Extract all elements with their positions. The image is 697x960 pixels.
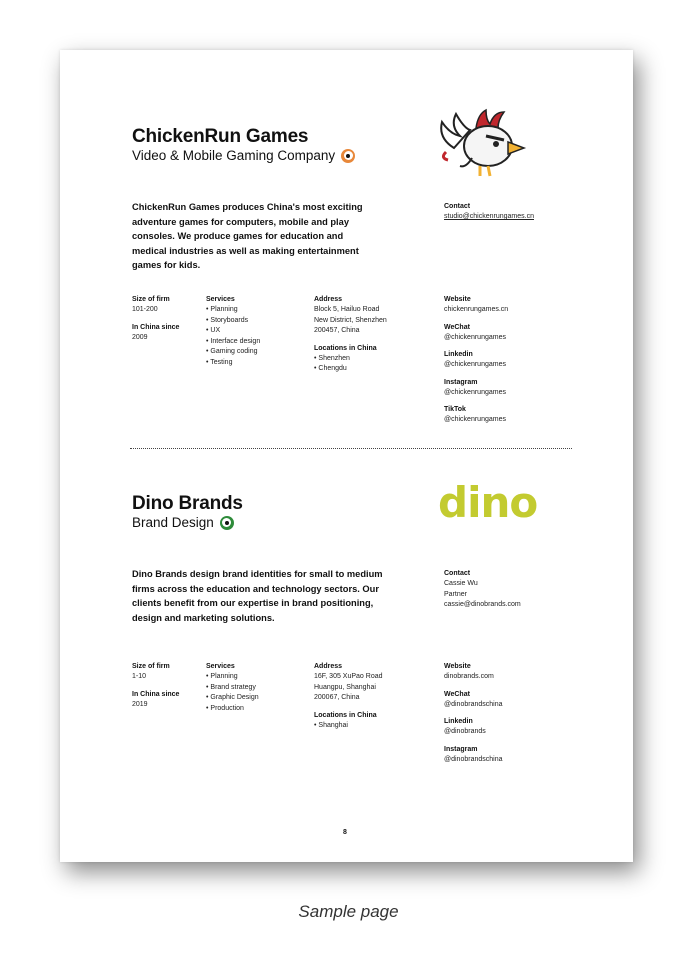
list-item: • Graphic Design [206, 693, 306, 704]
target-badge-icon [220, 516, 234, 530]
address-line: 16F, 305 XuPao Road [314, 673, 383, 680]
list-item: • Shanghai [314, 721, 424, 732]
linkedin-label: Linkedin [444, 351, 473, 358]
wechat-handle: @chickenrungames [444, 333, 506, 341]
company1-category [132, 148, 355, 163]
caption: Sample page [298, 902, 399, 921]
contact-email-link[interactable]: cassie@dinobrands.com [444, 601, 521, 608]
size-label: Size of firm [132, 296, 170, 303]
list-item: • Storyboards [206, 316, 306, 327]
company2-description: Dino Brands design brand identities for small to medium firms across the education and technology sectors. Our clients benefit from our expertise in brand positioning, design and marketing solutions. [132, 569, 383, 623]
company2-category-label: Brand Design [132, 515, 214, 530]
size-label: Size of firm [132, 663, 170, 670]
document-page [60, 50, 633, 862]
company1-size-block [132, 295, 202, 343]
chicken-logo-icon [436, 108, 528, 180]
services-label: Services [206, 663, 235, 670]
company1-address-block [314, 295, 424, 375]
company2-category [132, 515, 234, 530]
services-list [206, 672, 306, 714]
instagram-handle: @chickenrungames [444, 388, 506, 396]
company2-name: Dino Brands [132, 493, 243, 514]
address-line: Huangpu, Shanghai [314, 683, 376, 691]
contact-title: Partner [444, 590, 467, 598]
since-label: In China since [132, 323, 180, 331]
address-label: Address [314, 663, 343, 670]
address-label: Address [314, 296, 343, 303]
list-item: • UX [206, 326, 306, 337]
page-number: 8 [343, 829, 347, 836]
since-value: 2019 [132, 700, 148, 708]
services-list [206, 305, 306, 368]
size-value: 101-200 [132, 306, 158, 313]
linkedin-label: Linkedin [444, 718, 473, 725]
company2-address-block [314, 662, 424, 731]
website-label: Website [444, 663, 471, 670]
website-link[interactable]: chickenrungames.cn [444, 306, 509, 313]
locations-list [314, 721, 424, 732]
locations-list [314, 354, 424, 375]
target-badge-icon [341, 149, 355, 163]
since-value: 2009 [132, 333, 148, 341]
wechat-label: WeChat [444, 690, 470, 698]
list-item: • Brand strategy [206, 683, 306, 694]
tiktok-label: TikTok [444, 406, 466, 413]
contact-label: Contact [444, 570, 471, 577]
contact-name: Cassie Wu [444, 580, 478, 587]
list-item: • Testing [206, 358, 306, 369]
linkedin-handle: @chickenrungames [444, 361, 506, 368]
list-item: • Planning [206, 305, 306, 316]
company2-contact [444, 569, 521, 611]
list-item: • Shenzhen [314, 354, 424, 365]
company1-social-block [444, 295, 564, 426]
dino-logo: dino [438, 478, 538, 527]
wechat-label: WeChat [444, 323, 470, 331]
company2-size-block [132, 662, 202, 710]
company1-services-block [206, 295, 306, 368]
website-label: Website [444, 296, 471, 303]
services-label: Services [206, 296, 235, 303]
size-value: 1-10 [132, 673, 147, 680]
company2-social-block [444, 662, 564, 765]
address-line: 200457, China [314, 327, 360, 334]
company1-name: ChickenRun Games [132, 126, 309, 147]
since-label: In China since [132, 690, 180, 698]
instagram-handle: @dinobrandschina [444, 755, 503, 763]
section-divider [130, 448, 572, 449]
list-item: • Gaming coding [206, 347, 306, 358]
website-link[interactable]: dinobrands.com [444, 673, 494, 680]
contact-label: Contact [444, 203, 471, 210]
instagram-label: Instagram [444, 745, 478, 753]
company1-description: ChickenRun Games produces China's most exciting adventure games for computers, mobile and play consoles. We produce games for education and medical industries as well as making entertainment games for kids. [132, 202, 363, 270]
list-item: • Planning [206, 672, 306, 683]
list-item: • Chengdu [314, 364, 424, 375]
company1-contact [444, 202, 534, 223]
list-item: • Production [206, 704, 306, 715]
address-line: New District, Shenzhen [314, 316, 387, 324]
company2-services-block [206, 662, 306, 714]
locations-label: Locations in China [314, 344, 377, 352]
instagram-label: Instagram [444, 378, 478, 386]
linkedin-handle: @dinobrands [444, 728, 486, 735]
address-line: 200067, China [314, 694, 360, 701]
company1-category-label: Video & Mobile Gaming Company [132, 148, 336, 163]
locations-label: Locations in China [314, 711, 377, 719]
list-item: • Interface design [206, 337, 306, 348]
address-line: Block 5, Hailuo Road [314, 306, 380, 313]
tiktok-handle: @chickenrungames [444, 416, 506, 423]
wechat-handle: @dinobrandschina [444, 700, 503, 708]
contact-email-link[interactable]: studio@chickenrungames.cn [444, 213, 534, 220]
